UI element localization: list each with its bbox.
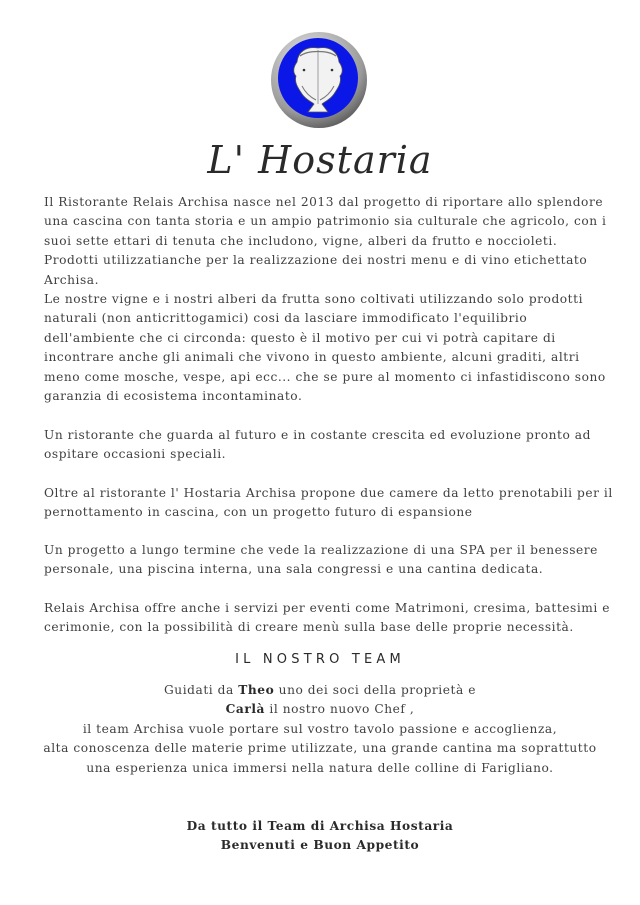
text: Guidati da — [164, 683, 239, 697]
signoff — [0, 817, 640, 856]
janus-logo — [271, 32, 367, 128]
text-line: meno come mosche, vespe, api ecc... che se pure al momento ci infastidiscono sono — [44, 369, 606, 384]
text-line — [0, 681, 640, 700]
text-line — [0, 700, 640, 719]
text-line: Un progetto a lungo termine che vede la realizzazione di una SPA per il benessere — [44, 543, 598, 557]
text: il nostro nuovo Chef , — [264, 702, 415, 717]
text-line: cerimonie, con la possibilità di creare menù sulla base delle proprie necessità. — [44, 620, 574, 635]
text: uno dei soci della proprietà e — [274, 683, 476, 697]
signoff-line: Da tutto il Team di Archisa Hostaria — [186, 819, 454, 833]
text-line: personale, una piscina interna, una sala congressi e una cantina dedicata. — [44, 562, 544, 577]
text-line: suoi sette ettari di tenuta che includono, vigne, alberi da frutto e noccioleti. — [44, 233, 558, 248]
future-paragraph — [44, 426, 604, 465]
text-line: pernottamento in cascina, con un progetto futuro di espansione — [44, 505, 473, 520]
text-line: Un ristorante che guarda al futuro e in costante crescita ed evoluzione pronto ad — [44, 428, 591, 442]
text-line: dell'ambiente che ci circonda: questo è il motivo per cui vi potrà capitare di — [44, 330, 556, 345]
text-line: Archisa. — [44, 272, 99, 287]
signoff-line: Benvenuti e Buon Appetito — [220, 838, 420, 853]
text-line: una cascina con tanta storia e un ampio patrimonio sia culturale che agricolo, con i — [44, 214, 607, 229]
rooms-paragraph — [44, 484, 613, 523]
janus-heads-icon — [278, 38, 358, 118]
text-line: il team Archisa vuole portare sul vostro tavolo passione e accoglienza, — [82, 721, 558, 736]
text-line: una esperienza unica immersi nella natura delle colline di Farigliano. — [86, 760, 554, 775]
chef-name: Carlà — [225, 702, 265, 717]
text-line: incontrare anche gli animali che vivono in questo ambiente, alcuni graditi, altri — [44, 350, 580, 365]
text-line: alta conoscenza delle materie prime utilizzate, una grande cantina ma soprattutto — [43, 741, 597, 756]
team-heading: IL NOSTRO TEAM — [235, 652, 405, 667]
text-line: Prodotti utilizzatianche per la realizzazione dei nostri menu e di vino etichettato — [44, 253, 588, 268]
text-line: garanzia di ecosistema incontaminato. — [44, 389, 303, 404]
text-line: Relais Archisa offre anche i servizi per eventi come Matrimoni, cresima, battesimi e — [44, 601, 611, 615]
text-line: Le nostre vigne e i nostri alberi da frutta sono coltivati utilizzando solo prodotti — [44, 292, 584, 307]
team-paragraph — [0, 681, 640, 778]
events-paragraph — [44, 599, 611, 638]
spa-paragraph — [44, 541, 604, 580]
intro-paragraph — [44, 193, 607, 406]
owner-name: Theo — [238, 683, 275, 697]
text-line: Il Ristorante Relais Archisa nasce nel 2013 dal progetto di riportare allo splendore — [44, 195, 604, 209]
text-line: Oltre al ristorante l' Hostaria Archisa propone due camere da letto prenotabili per il — [44, 486, 613, 500]
page-title: L' Hostaria — [207, 138, 433, 182]
text-line: ospitare occasioni speciali. — [44, 447, 227, 462]
text-line: naturali (non anticrittogamici) cosi da lasciare immodificato l'equilibrio — [44, 311, 528, 326]
